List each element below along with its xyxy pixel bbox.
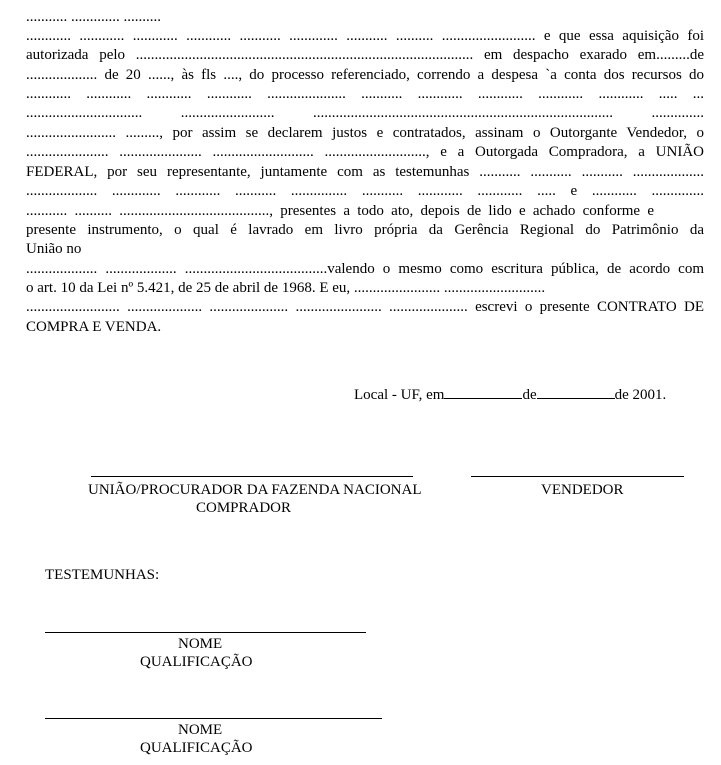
body-line: ............ ............ ............ ............ ........... ............. ........... .......... ......................... e que essa aquisição foi xyxy=(26,28,704,44)
witness-2-qualification: QUALIFICAÇÃO xyxy=(140,740,253,756)
seller-signature-line xyxy=(471,476,684,477)
date-suffix: de 2001. xyxy=(614,387,667,403)
seller-label: VENDEDOR xyxy=(541,482,624,498)
body-line: União no xyxy=(26,241,82,257)
body-line: ........... .......... ........................................, presentes a todo ato, depois de lido e achado conforme e xyxy=(26,203,654,219)
date-middle: de xyxy=(522,387,537,403)
body-line: ................... ................... ......................................valendo o mesmo como escritura pública, de acordo com xyxy=(26,261,704,277)
body-line: ...................... ...................... ........................... ..........................., e a Outorgada Compradora, a UNIÃO xyxy=(26,144,704,160)
month-blank xyxy=(537,384,615,399)
date-prefix: Local - UF, em xyxy=(354,387,445,403)
witness-2-name: NOME xyxy=(178,722,223,738)
body-line: FEDERAL, por seu representante, juntamente com as testemunhas ........... ........... ........... ................... xyxy=(26,164,704,180)
body-line: COMPRA E VENDA. xyxy=(26,319,162,335)
witness-1-qualification: QUALIFICAÇÃO xyxy=(140,654,253,670)
witness-2-signature-line xyxy=(45,718,382,719)
body-line: ......................... .................... ..................... ....................... ..................... escrevi o presente CONTRATO DE xyxy=(26,299,704,315)
body-line: ................... ............. ............ ........... ............... ........... ............ ............ ..... e ............ .............. xyxy=(26,183,704,199)
witness-1-name: NOME xyxy=(178,636,223,652)
witness-1-signature-line xyxy=(45,632,366,633)
witnesses-heading: TESTEMUNHAS: xyxy=(45,567,160,583)
body-line: o art. 10 da Lei nº 5.421, de 25 de abril de 1968. E eu, ....................... ........................... xyxy=(26,280,546,296)
body-line: ............................... ......................... ................................................................................ .............. xyxy=(26,105,704,121)
buyer-signature-line xyxy=(91,476,413,477)
buyer-label: UNIÃO/PROCURADOR DA FAZENDA NACIONAL xyxy=(88,482,422,498)
body-line: ............ ............ ............ ............ ..................... ........... ............ ............ ............ ............ ..... ... xyxy=(26,86,704,102)
body-line: presente instrumento, o qual é lavrado em livro própria da Gerência Regional do Patrimônio da xyxy=(26,222,704,238)
day-blank xyxy=(444,384,522,399)
buyer-role: COMPRADOR xyxy=(196,500,292,516)
date-line xyxy=(354,384,666,405)
body-line: autorizada pelo .......................................................................................... em despacho exarado em.........de xyxy=(26,47,704,63)
body-line: ........................ ........., por assim se declarem justos e contratados, assinam o Outorgante Vendedor, o xyxy=(26,125,704,141)
body-line: ........... ............. .......... xyxy=(26,9,161,25)
body-line: ................... de 20 ......, às fls ...., do processo referenciado, correndo a despesa `a conta dos recursos do xyxy=(26,67,704,83)
